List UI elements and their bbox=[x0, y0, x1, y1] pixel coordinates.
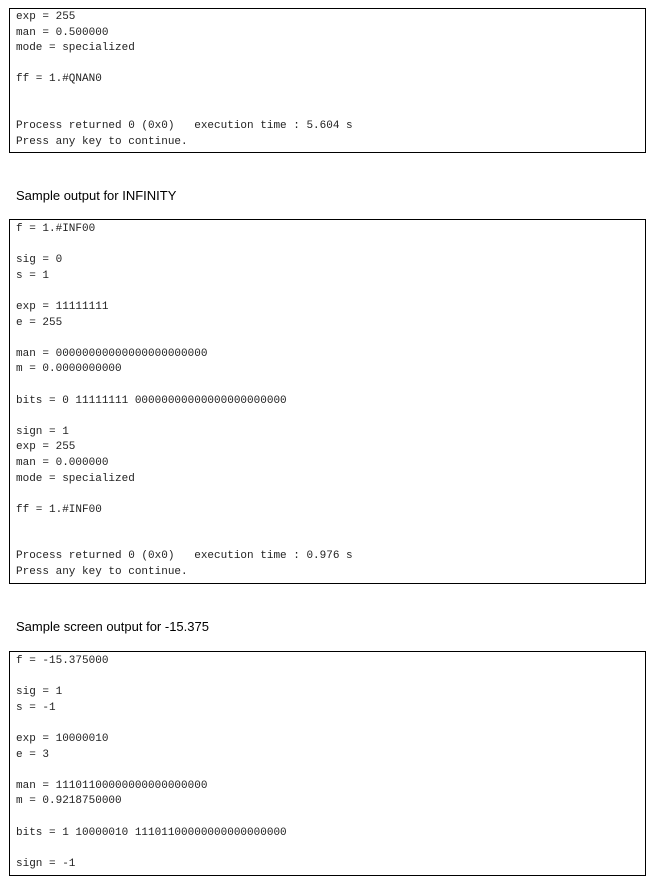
console-line bbox=[16, 716, 639, 732]
console-line: Press any key to continue. bbox=[16, 135, 188, 148]
console-line bbox=[16, 57, 639, 73]
console-line: bits = 1 10000010 11101100000000000000000 bbox=[16, 826, 287, 839]
console-line: s = 1 bbox=[16, 269, 50, 282]
console-line bbox=[16, 518, 639, 534]
console-line bbox=[16, 670, 639, 686]
console-output-negative bbox=[9, 651, 646, 876]
console-line bbox=[16, 238, 639, 254]
console-line: exp = 10000010 bbox=[16, 732, 109, 745]
console-line bbox=[16, 409, 639, 425]
console-line: mode = specialized bbox=[16, 42, 135, 55]
console-line: ff = 1.#INF00 bbox=[16, 503, 102, 516]
console-line: f = -15.375000 bbox=[16, 655, 109, 667]
console-line bbox=[16, 487, 639, 503]
console-line bbox=[16, 284, 639, 300]
console-output-nan bbox=[9, 8, 646, 153]
console-line: m = 0.9218750000 bbox=[16, 795, 122, 808]
console-line: man = 11101100000000000000000 bbox=[16, 779, 208, 792]
console-line bbox=[16, 841, 639, 857]
console-line: s = -1 bbox=[16, 701, 56, 714]
console-line: e = 3 bbox=[16, 748, 50, 761]
console-line: sig = 1 bbox=[16, 686, 63, 699]
console-line: man = 0.500000 bbox=[16, 26, 109, 39]
console-line: sig = 0 bbox=[16, 254, 63, 267]
section-heading-negative: Sample screen output for -15.375 bbox=[16, 619, 209, 634]
console-line bbox=[16, 88, 639, 104]
console-line bbox=[16, 378, 639, 394]
console-line: m = 0.0000000000 bbox=[16, 363, 122, 376]
console-line: exp = 255 bbox=[16, 11, 76, 23]
console-line: Press any key to continue. bbox=[16, 566, 188, 579]
console-line: Process returned 0 (0x0) execution time : 5.604 s bbox=[16, 120, 353, 133]
console-line: exp = 11111111 bbox=[16, 300, 109, 313]
console-line: Process returned 0 (0x0) execution time : 0.976 s bbox=[16, 550, 353, 563]
console-line bbox=[16, 534, 639, 550]
console-line: ff = 1.#QNAN0 bbox=[16, 73, 102, 86]
console-line: mode = specialized bbox=[16, 472, 135, 485]
console-line: e = 255 bbox=[16, 316, 63, 329]
section-heading-infinity: Sample output for INFINITY bbox=[16, 188, 177, 203]
console-line: bits = 0 11111111 00000000000000000000000 bbox=[16, 394, 287, 407]
console-output-infinity bbox=[9, 219, 646, 584]
console-line: f = 1.#INF00 bbox=[16, 223, 96, 235]
console-line: exp = 255 bbox=[16, 441, 76, 454]
console-line: man = 00000000000000000000000 bbox=[16, 347, 208, 360]
console-line bbox=[16, 810, 639, 826]
console-line bbox=[16, 331, 639, 347]
console-line: sign = 1 bbox=[16, 425, 69, 438]
console-line bbox=[16, 763, 639, 779]
console-line bbox=[16, 104, 639, 120]
console-line: man = 0.000000 bbox=[16, 456, 109, 469]
console-line: sign = -1 bbox=[16, 857, 76, 870]
